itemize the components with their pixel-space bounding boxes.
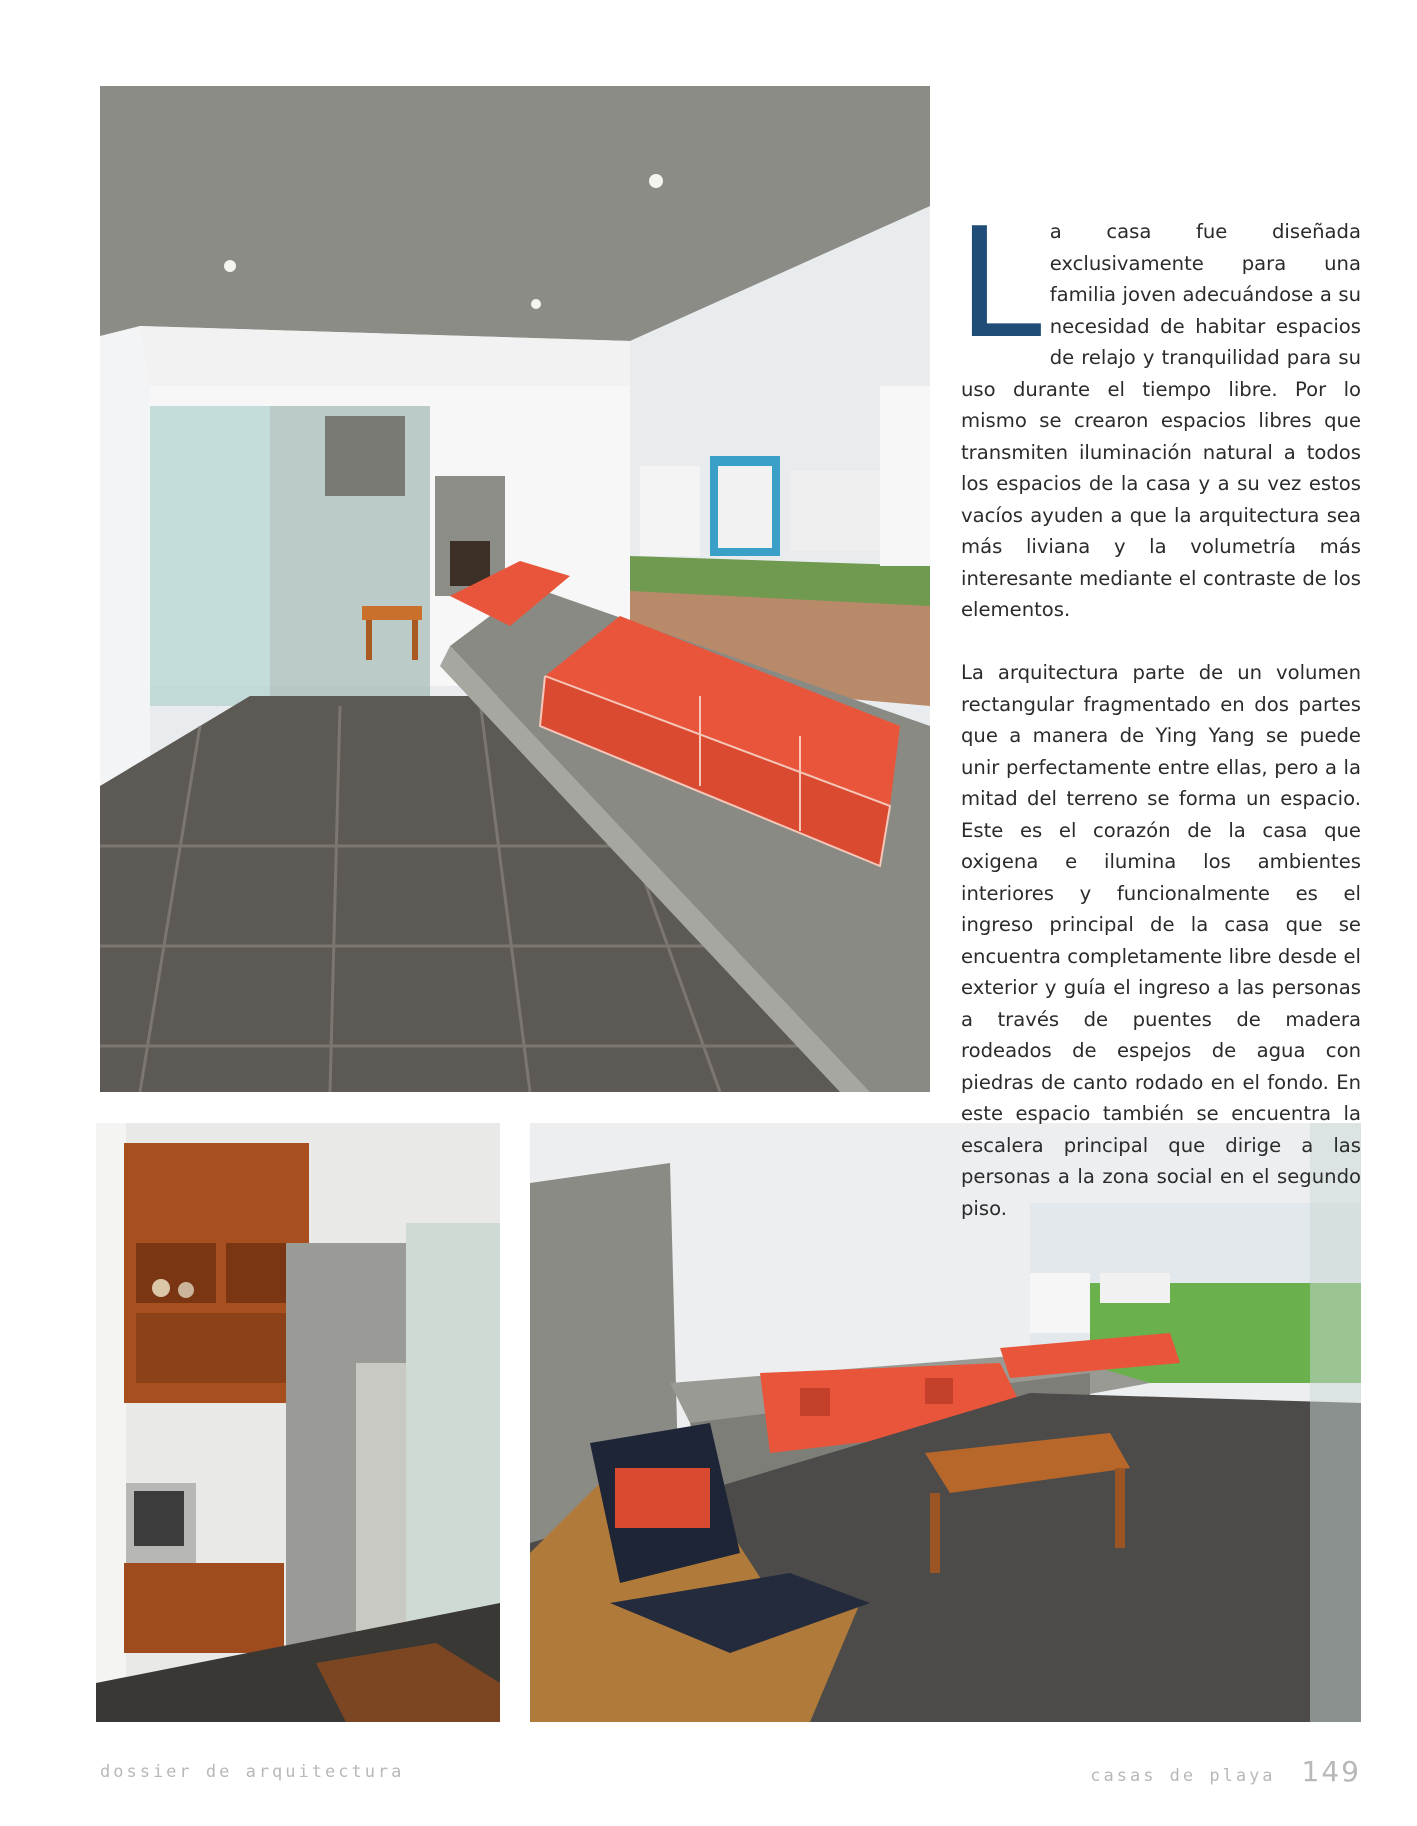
paragraph-1-text: a casa fue diseñada exclusivamente para una familia joven adecuándose a su necesidad de habitar espacios de relajo y tranquilidad para su uso durante el tiempo libre. Por lo mismo se crearon espacios libres que transmiten iluminación natural a todos los espacios de la casa y a su vez estos vacíos ayuden a que la arquitectura sea más liviana y la volumetría más interesante mediante el contraste de los elementos. [961, 220, 1361, 621]
footer-section: casas de playa [1090, 1766, 1276, 1786]
dropcap: L [957, 195, 1042, 372]
article-paragraph-1 [957, 195, 1361, 626]
page-number: 149 [1301, 1755, 1361, 1788]
article-text [957, 195, 1361, 1224]
article-paragraph-2: La arquitectura parte de un volumen rectangular fragmentado en dos partes que a manera de Ying Yang se puede unir perfectamente entre ellas, pero a la mitad del terreno se forma un espacio. Este es el corazón de la casa que oxigena e ilumina los ambientes interiores y funcionalmente es el ingreso principal de la casa que se encuentra completamente libre desde el exterior y guía el ingreso a las personas a través de puentes de madera rodeados de espejos de agua con piedras de canto rodado en el fondo. En este espacio también se encuentra la escalera principal que dirige a las personas a la zona social en el segundo piso. [961, 661, 1361, 1220]
footer-right [1090, 1755, 1361, 1788]
footer-publication: dossier de arquitectura [100, 1762, 405, 1782]
photo-terrace [100, 86, 930, 1092]
photo-interior-shelving [96, 1123, 500, 1722]
